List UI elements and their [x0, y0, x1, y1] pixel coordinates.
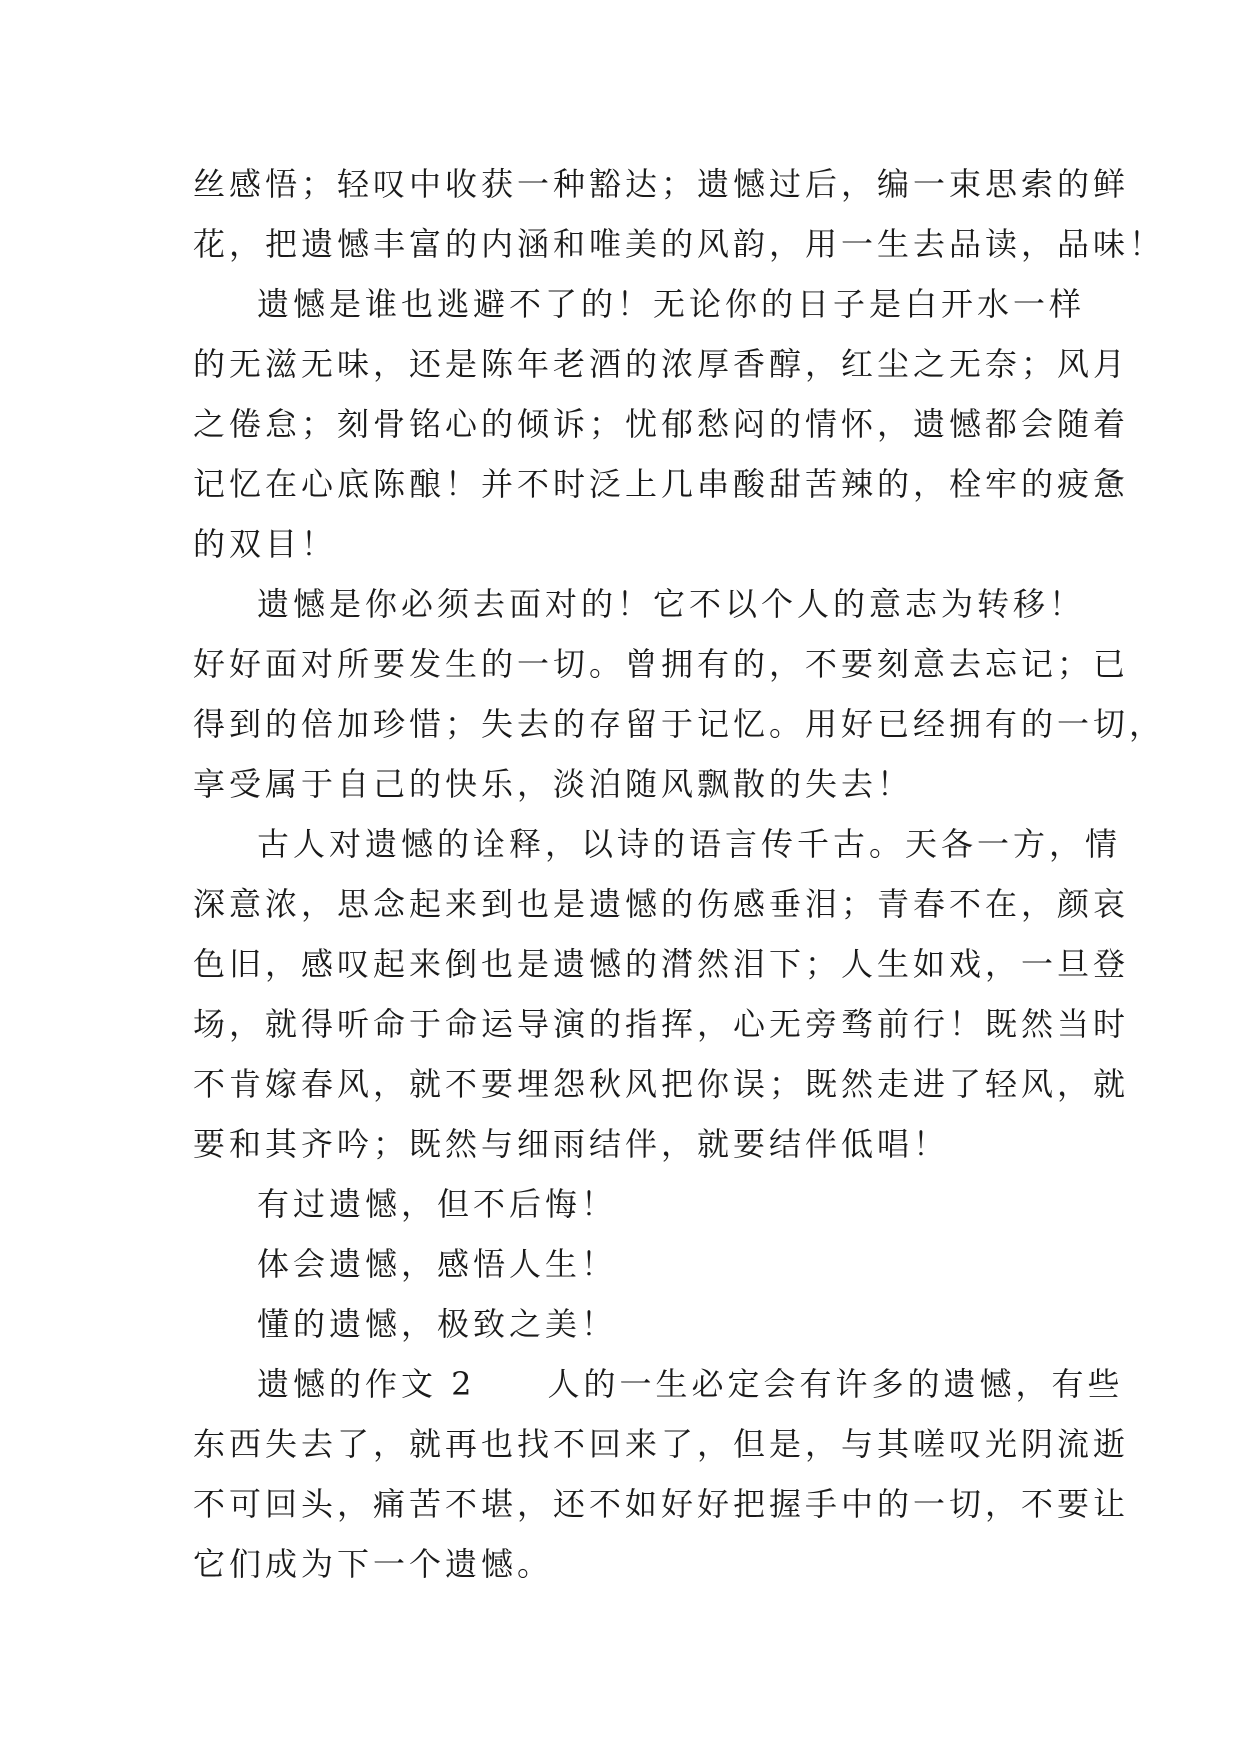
text-line-15: 场，就得听命于命运导演的指挥，心无旁骛前行！既然当时: [193, 1005, 1130, 1043]
text-line-3: 遗憾是谁也逃避不了的！无论你的日子是白开水一样: [257, 285, 1086, 323]
essay-title: 遗憾的作文 2: [257, 1365, 476, 1403]
essay-opening-text: 人的一生必定会有许多的遗憾，有些: [547, 1365, 1124, 1403]
text-line-8: 遗憾是你必须去面对的！它不以个人的意志为转移！: [257, 585, 1086, 623]
text-line-17: 要和其齐吟；既然与细雨结伴，就要结伴低唱！: [193, 1125, 950, 1163]
text-line-20: 懂的遗憾，极致之美！: [257, 1305, 618, 1343]
text-line-2: 花，把遗憾丰富的内涵和唯美的风韵，用一生去品读，品味！: [193, 225, 1166, 263]
text-line-9: 好好面对所要发生的一切。曾拥有的，不要刻意去忘记；已: [193, 645, 1130, 683]
text-line-24: 它们成为下一个遗憾。: [193, 1545, 554, 1583]
text-line-10: 得到的倍加珍惜；失去的存留于记忆。用好已经拥有的一切，: [193, 705, 1166, 743]
text-line-11: 享受属于自己的快乐，淡泊随风飘散的失去！: [193, 765, 914, 803]
text-line-7: 的双目！: [193, 525, 338, 563]
text-line-18: 有过遗憾，但不后悔！: [257, 1185, 618, 1223]
text-line-4: 的无滋无味，还是陈年老酒的浓厚香醇，红尘之无奈；风月: [193, 345, 1130, 383]
text-line-6: 记忆在心底陈酿！并不时泛上几串酸甜苦辣的，栓牢的疲惫: [193, 465, 1130, 503]
text-line-23: 不可回头，痛苦不堪，还不如好好把握手中的一切，不要让: [193, 1485, 1130, 1523]
text-line-12: 古人对遗憾的诠释，以诗的语言传千古。天各一方，情: [257, 825, 1122, 863]
text-line-1: 丝感悟；轻叹中收获一种豁达；遗憾过后，编一束思索的鲜: [193, 165, 1130, 203]
text-line-13: 深意浓，思念起来到也是遗憾的伤感垂泪；青春不在，颜哀: [193, 885, 1130, 923]
essay-heading-line: [193, 1354, 1124, 1414]
text-line-22: 东西失去了，就再也找不回来了，但是，与其嗟叹光阴流逝: [193, 1425, 1130, 1463]
text-line-19: 体会遗憾，感悟人生！: [257, 1245, 618, 1283]
text-line-16: 不肯嫁春风，就不要埋怨秋风把你误；既然走进了轻风，就: [193, 1065, 1130, 1103]
essay-body: [193, 154, 1166, 1594]
text-line-14: 色旧，感叹起来倒也是遗憾的潸然泪下；人生如戏，一旦登: [193, 945, 1130, 983]
text-line-5: 之倦怠；刻骨铭心的倾诉；忧郁愁闷的情怀，遗憾都会随着: [193, 405, 1130, 443]
